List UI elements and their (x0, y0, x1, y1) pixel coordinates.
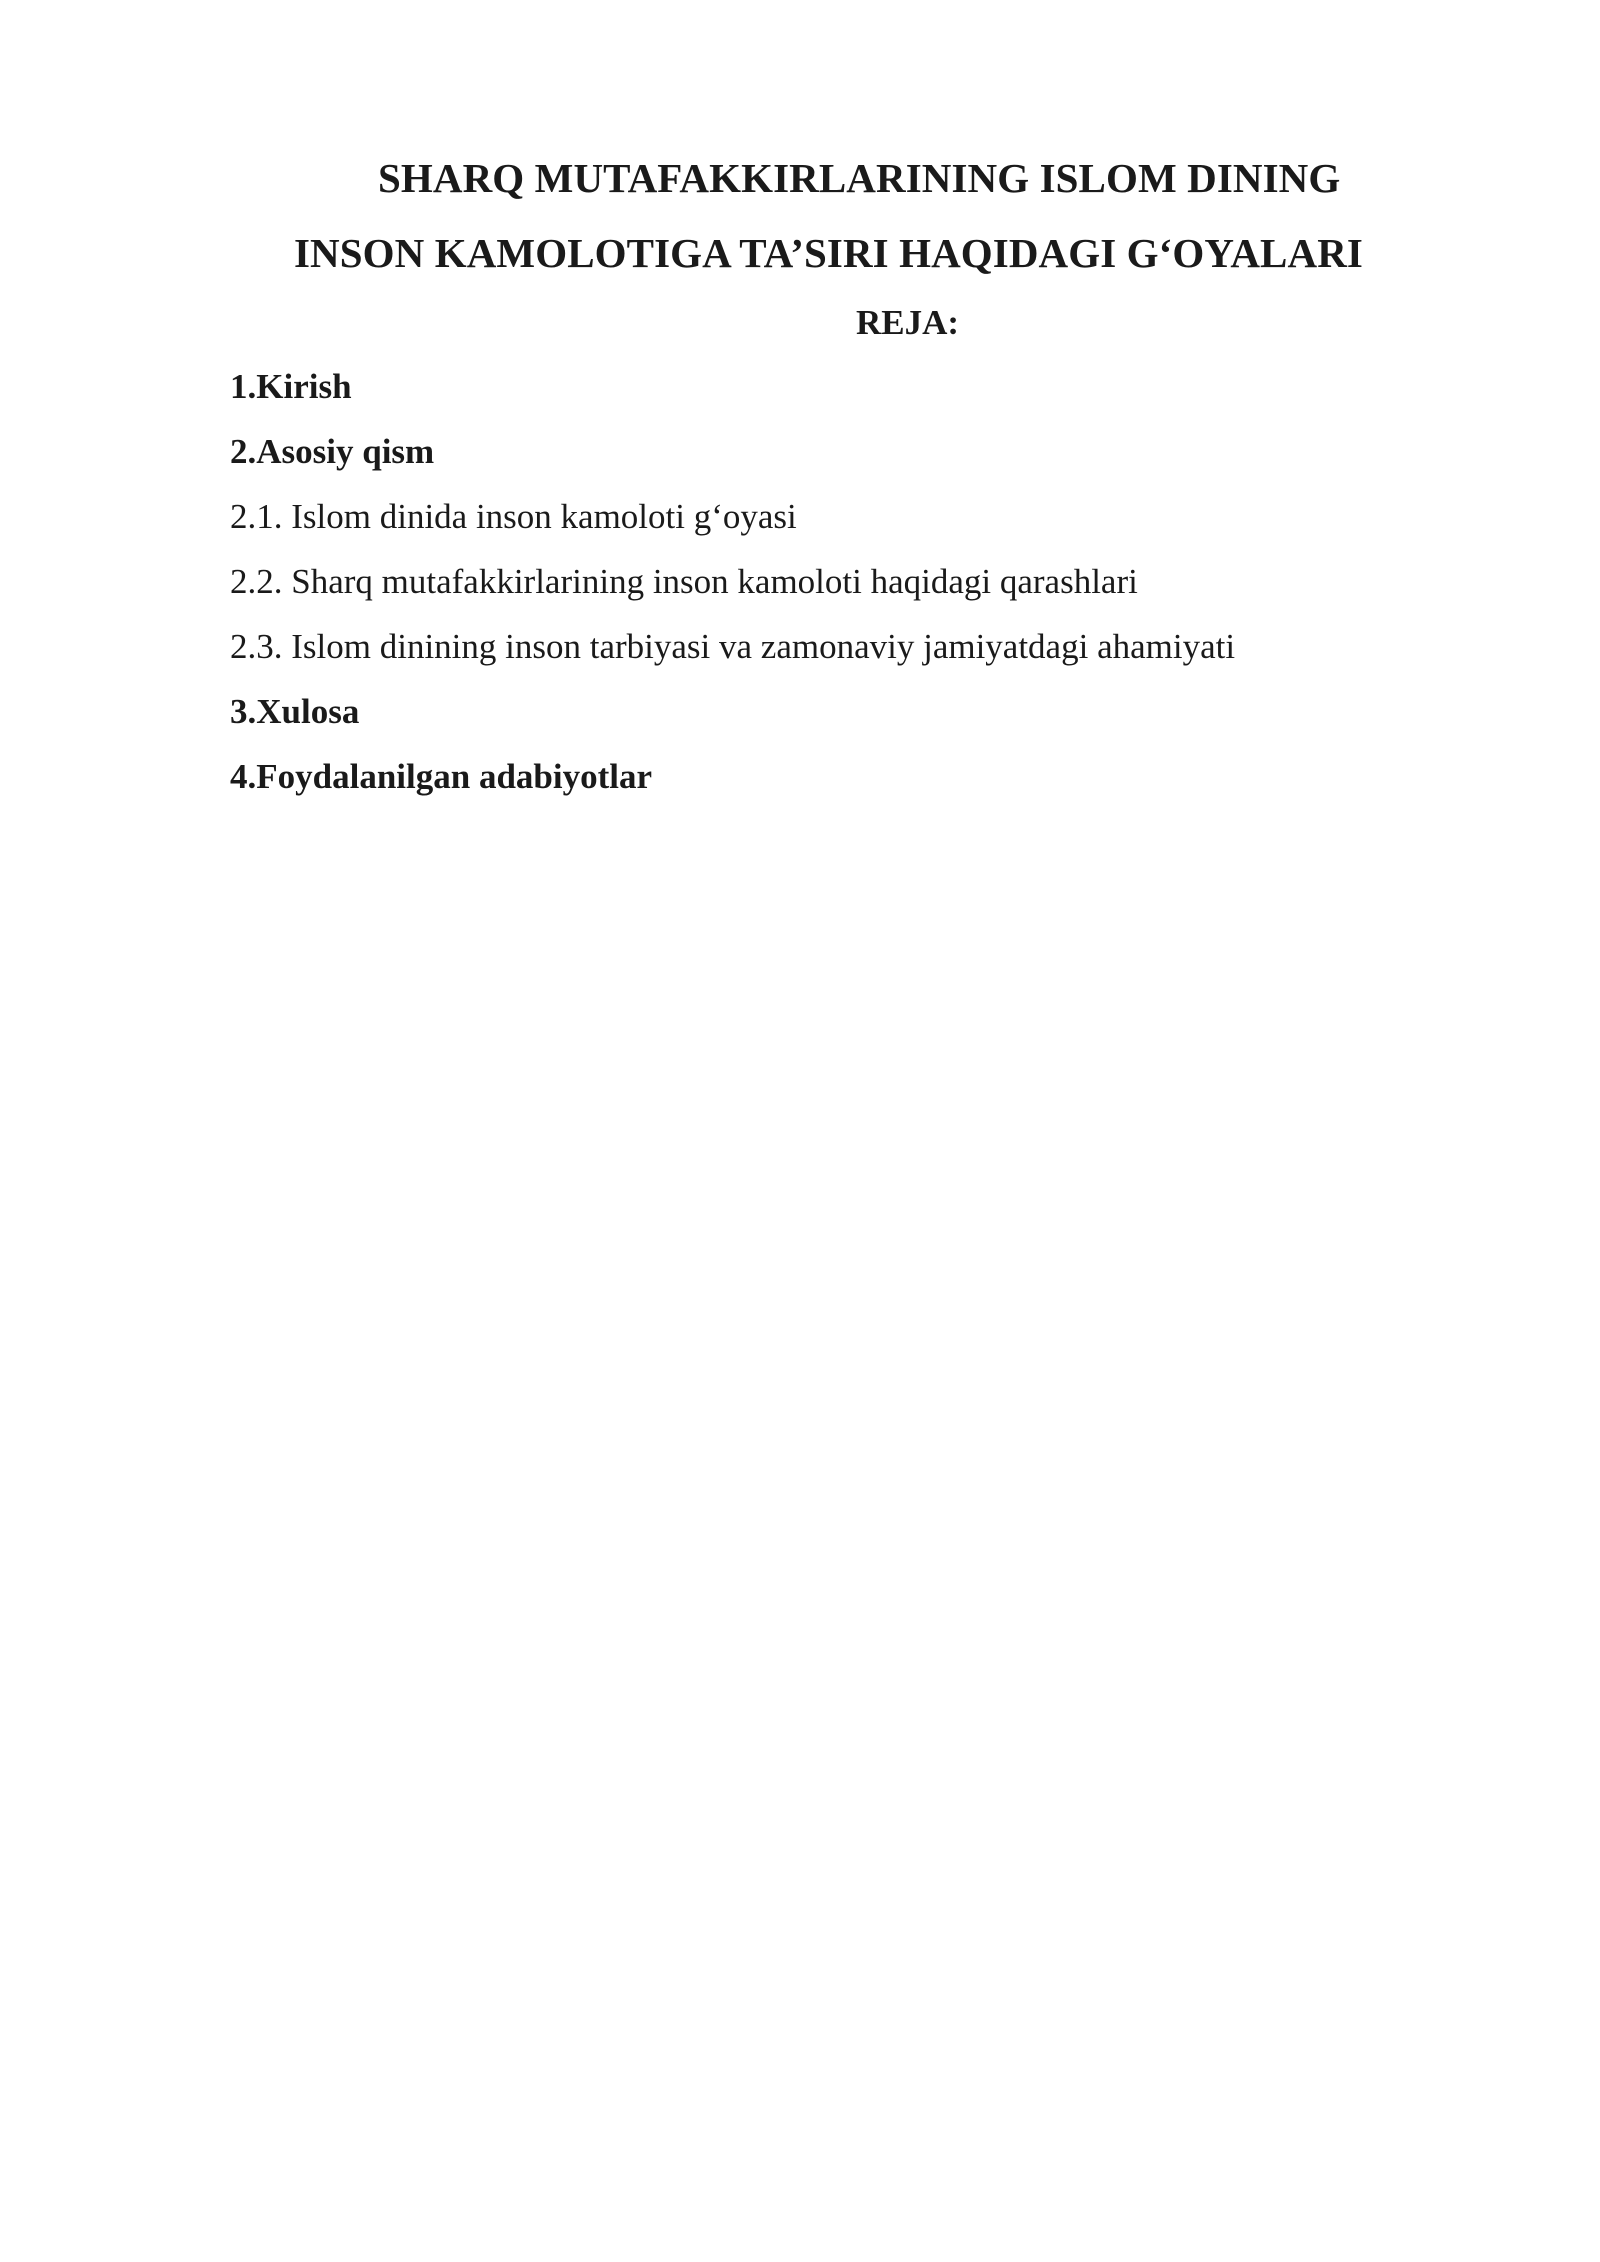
plan-list (230, 366, 1235, 821)
plan-item-xulosa: 3.Xulosa (230, 692, 360, 731)
plan-heading: REJA: (856, 303, 960, 342)
plan-item-2-2: 2.2. Sharq mutafakkirlarining inson kamoloti haqidagi qarashlari (230, 562, 1138, 601)
document-title-line-2: INSON KAMOLOTIGA TA’SIRI HAQIDAGI G‘OYALARI (294, 230, 1363, 276)
plan-item-kirish: 1.Kirish (230, 367, 352, 406)
plan-item-2-3: 2.3. Islom dinining inson tarbiyasi va zamonaviy jamiyatdagi ahamiyati (230, 627, 1236, 666)
plan-item-adabiyotlar: 4.Foydalanilgan adabiyotlar (230, 757, 653, 796)
plan-item-2-1: 2.1. Islom dinida inson kamoloti g‘oyasi (230, 497, 797, 536)
document-title-line-1: SHARQ MUTAFAKKIRLARINING ISLOM DINING (378, 155, 1341, 201)
plan-item-asosiy-qism: 2.Asosiy qism (230, 432, 435, 471)
